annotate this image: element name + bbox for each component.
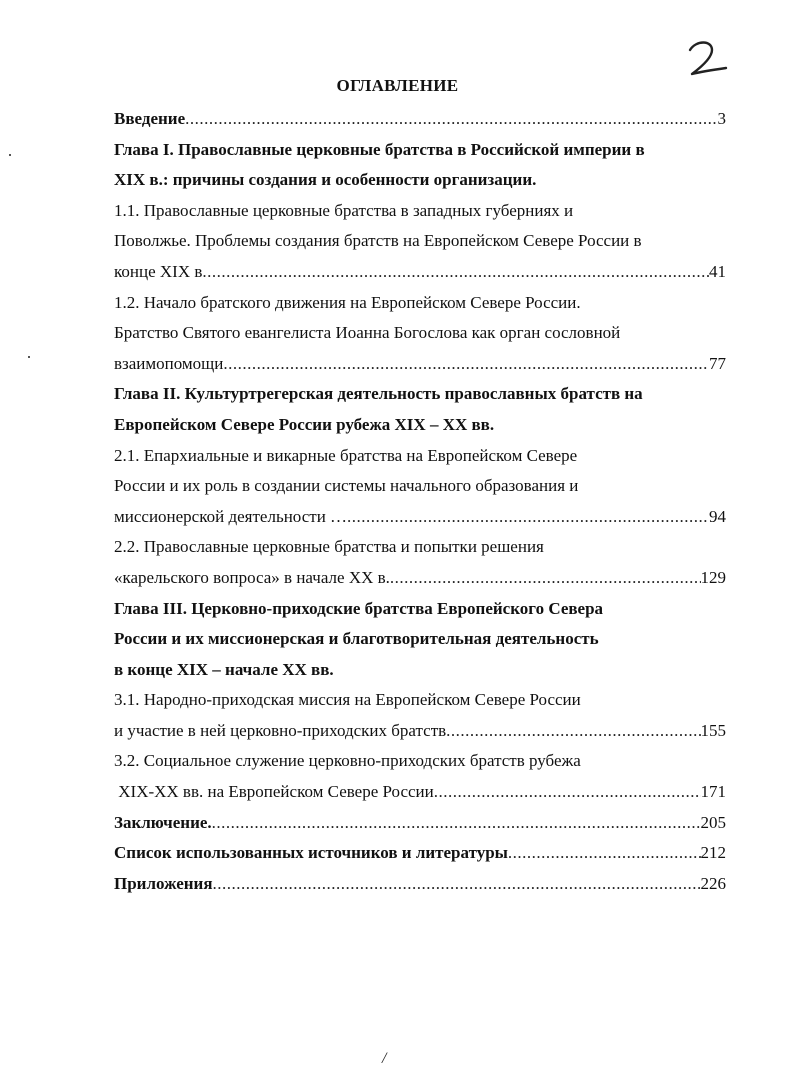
toc-section-3-1-line-1[interactable]: 3.1. Народно-приходская миссия на Европейском Севере России [114,690,581,710]
leader-dots [185,104,717,135]
toc-section-1-2-line-1[interactable]: 1.2. Начало братского движения на Европейском Севере России. [114,292,581,312]
toc-page-number: 129 [700,567,726,587]
toc-chapter-1-line-1[interactable]: Глава I. Православные церковные братства в Российской империи в [114,139,645,159]
leader-dots [508,838,701,869]
scan-speck [9,154,11,156]
toc-page-number: 3 [717,109,726,128]
toc-page-number: 205 [700,812,726,832]
toc-section-2-2-line-1[interactable]: 2.2. Православные церковные братства и попытки решения [114,537,544,557]
toc-page-number: 226 [700,873,726,893]
toc-chapter-2-line-1[interactable]: Глава II. Культуртрегерская деятельность православных братств на [114,384,643,404]
toc-section-3-1-line-2[interactable] [114,716,726,747]
scan-speck [28,356,30,358]
toc-entry-sources[interactable] [114,838,726,869]
toc-chapter-3-line-3[interactable]: в конце XIX – начале XX вв. [114,659,334,679]
leader-dots [213,869,701,900]
toc-chapter-2-line-2[interactable]: Европейском Севере России рубежа XIX – XX вв. [114,414,495,434]
toc-section-2-1-line-2[interactable]: России и их роль в создании системы начального образования и [114,476,579,496]
toc-section-1-1-line-1[interactable]: 1.1. Православные церковные братства в западных губерниях и [114,200,574,220]
toc-section-1-1-line-2[interactable]: Поволжье. Проблемы создания братств на Европейском Севере России в [114,231,642,251]
leader-dots [446,716,700,747]
toc-section-2-2-line-2[interactable] [114,563,726,594]
table-of-contents [114,104,726,899]
toc-page-number: 212 [700,843,726,863]
footer-mark: / [382,1050,387,1067]
leader-dots [202,257,709,288]
leader-dots [390,563,701,594]
leader-dots [347,502,709,533]
toc-section-2-1-line-1[interactable]: 2.1. Епархиальные и викарные братства на Европейском Севере [114,445,578,465]
page-title: ОГЛАВЛЕНИЕ [336,76,459,95]
toc-chapter-1-line-2[interactable]: XIX в.: причины создания и особенности организации. [114,170,537,190]
leader-dots [223,349,709,380]
toc-entry-title: взаимопомощи [114,353,224,373]
toc-page-number: 77 [709,353,726,373]
toc-entry-title: конце XIX в [114,261,203,281]
toc-entry-appendix[interactable] [114,869,726,900]
toc-section-3-2-line-2[interactable] [114,777,726,808]
toc-section-1-1-line-3[interactable] [114,257,726,288]
toc-entry-conclusion[interactable] [114,808,726,839]
toc-entry-title: Приложения [114,873,213,893]
toc-entry-title: Список использованных источников и литературы [114,843,508,863]
toc-entry-title: Заключение. [114,812,212,832]
toc-entry-title: XIX-XX вв. на Европейском Севере России [114,782,434,802]
toc-page-number: 155 [700,720,726,740]
toc-page-number: 41 [709,261,726,281]
leader-dots [434,777,701,808]
toc-chapter-3-line-1[interactable]: Глава III. Церковно-приходские братства Европейского Севера [114,598,604,618]
toc-page-number: 171 [700,782,726,802]
toc-entry-title: и участие в ней церковно-приходских братств [114,720,447,740]
toc-page-number: 94 [709,506,726,526]
toc-entry-title: Введение [114,109,186,128]
toc-entry-title: «карельского вопроса» в начале XX в. [114,567,390,587]
toc-chapter-3-line-2[interactable]: России и их миссионерская и благотворительная деятельность [114,629,599,649]
leader-dots [212,808,701,839]
toc-section-3-2-line-1[interactable]: 3.2. Социальное служение церковно-приходских братств рубежа [114,751,581,771]
toc-entry-intro[interactable] [114,104,726,135]
toc-section-1-2-line-3[interactable] [114,349,726,380]
toc-entry-title: миссионерской деятельности … [114,506,348,526]
toc-section-1-2-line-2[interactable]: Братство Святого евангелиста Иоанна Богослова как орган сословной [114,323,621,343]
toc-section-2-1-line-3[interactable] [114,502,726,533]
